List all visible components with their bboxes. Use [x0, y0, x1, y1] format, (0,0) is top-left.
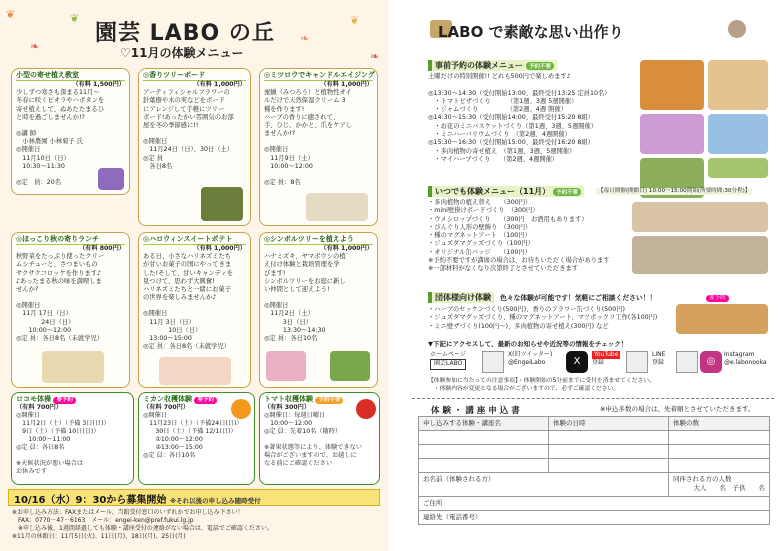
form-cell[interactable]	[419, 459, 549, 473]
address-label: ご住所	[423, 499, 443, 507]
page-subtitle: ♡11月の体験メニュー	[120, 46, 244, 60]
cut-line	[412, 398, 774, 399]
lunch-photo	[42, 351, 104, 383]
address-field[interactable]	[419, 497, 770, 511]
anytime-menu-text: ・多肉植物の植え替え （300円） ・mini壁掛けボードづくり （300円） ・ウメシロップづくり （300円 お酒用もあります） ・ぴんぐり人形の壁飾り （300円） ・種のマグネットアート （100円） ・ジュズダマグッズづくり（100円） ・オリジナル缶バッジ （100円） ※予約不要ですが満席の場合は、お待ちいただく場合があります ※一部材料がなくなり次第終了とさせていただきます	[428, 199, 610, 273]
card-heading: ◎シンボルツリーを植えよう	[264, 235, 373, 245]
craft-photo	[632, 236, 768, 274]
form-title: 体 験 ・ 講 座 申 込 書	[431, 406, 520, 416]
sweet-potato-photo	[159, 357, 231, 385]
people-label: 同伴される方の人数	[673, 475, 732, 483]
jam-photo	[708, 60, 768, 110]
harvest-box	[259, 392, 380, 485]
box-price: （有料 700円）	[143, 404, 190, 412]
form-cell[interactable]	[549, 431, 669, 445]
card-price: （有料 1,000円）	[320, 81, 373, 89]
section-heading-group	[428, 292, 494, 303]
form-col-header: 体験の日時	[549, 417, 669, 431]
flower-photo	[266, 351, 306, 381]
sns-sub: 登録	[652, 359, 665, 367]
qr-code-icon	[676, 351, 698, 373]
group-lead: 色々な体験が可能です！気軽にご相談ください！！	[500, 294, 657, 302]
sns-sub: @EngeiLabo	[508, 359, 546, 367]
box-price: （有料 300円）	[264, 404, 311, 412]
form-cell[interactable]	[549, 445, 669, 459]
box-text: ◎開催日 11月2日（土）（予備 3日(日)） 9日（土）（予備 10日(日)） 10:00～11:00 ◎定 員：各日8名 ※天候状況が悪い場合は お休みです	[16, 411, 110, 475]
leaf-icon: ❧	[30, 40, 40, 53]
card-price: （有料 1,500円）	[72, 81, 125, 89]
phone-label: 連絡先（電話番号）	[423, 513, 482, 521]
section-heading-anytime	[428, 186, 584, 197]
leaf-icon: ❧	[300, 32, 310, 45]
form-cell[interactable]	[419, 445, 549, 459]
box-price: （有料 700円）	[16, 404, 63, 412]
harvest-box	[11, 392, 134, 485]
menu-card	[11, 232, 130, 388]
leaf-icon: ❦	[350, 14, 360, 27]
pizza-photo	[640, 60, 704, 110]
sns-label: YouTube	[594, 351, 619, 358]
sns-links	[430, 351, 770, 375]
card-heading: 小型の寄せ植え教室	[16, 71, 125, 81]
card-text: 少しずつ寒さも深まる11月～ 冬春に咲くビオラやハボタンを 寄せ植えして、ぬあたたまるひ と時を過ごしませんか!? ◎講 師 小林農園 小林菊子 氏 ◎開催日 11月10日（日） 10:30～11:30 ◎定 員：20名	[16, 89, 105, 187]
form-cell[interactable]	[419, 431, 549, 445]
form-cell[interactable]	[669, 459, 770, 473]
card-price: （有料 1,000円）	[193, 81, 246, 89]
herb-photo	[708, 158, 768, 178]
card-text: 秋野菜をたっぷり使ったクリー ムシチューと、さつまいもの サクサクコロッケを作ります♪ ♪あったまる秋の味を満喫しま せんか? ◎開催日 11月 17日（日） 24日（日） 10:00～12:00 ◎定 員：各日8名（未就学児）	[16, 253, 105, 342]
card-heading: ◎ハロウィンスイートポテト	[143, 235, 246, 245]
box-heading: ミカン収穫体験	[143, 395, 192, 403]
registration-banner	[8, 489, 380, 506]
group-menu-text: ・ハーブのセッケンづくり(500円)、香りのフラワー缶づくり(500円) ・ジュズダマグッズづくり、種のマグネットアート、マツボックリ工作(各100円) ・ミニ壁ザづくり(100円～)、多肉植物の寄せ植え(300円) など	[428, 306, 658, 330]
left-page	[0, 0, 389, 551]
reservation-badge: 要予約	[194, 397, 217, 404]
card-price: （有料 800円）	[78, 245, 125, 253]
harvest-box	[138, 392, 255, 485]
anytime-schedule: 【毎日開催(開館日) 10:00～15:00開始(所要時間:30分程)】	[598, 188, 751, 194]
mandarin-icon	[231, 399, 251, 419]
instagram-link[interactable]	[724, 351, 767, 368]
leaf-icon: ❧	[370, 50, 380, 63]
form-col-header: 申し込みする体験・講座名	[419, 417, 549, 431]
people-field[interactable]	[669, 473, 770, 497]
reservation-badge: 予約不要	[315, 397, 343, 404]
sns-sub: 園芸LABO	[430, 359, 466, 369]
banner-note: ※それ以後の申し込み随時受付	[169, 497, 261, 505]
menu-card	[11, 68, 130, 195]
menu-card	[138, 232, 251, 388]
card-text: 蜜蝋（みつろう）と植物性オイ ルだけで天然保湿クリーム 3 種を作ります! ハーブの香りに癒されて、 手、ひじ、かかと、爪をケアし ませんか!? ◎開催日 11月9日（土） 10:00～12:00 ◎定 員：8名	[264, 89, 353, 187]
name-field[interactable]	[419, 473, 669, 497]
phone-field[interactable]	[419, 511, 770, 525]
card-heading: ◎ミツロウでキャンドルエイジング	[264, 71, 373, 81]
leaf-icon: ❦	[6, 8, 16, 21]
card-price: （有料 1,000円）	[193, 245, 246, 253]
card-text: アーティフィシャルフラワーの 針葉樹や木の実などをボード にアレンジして手軽にツリー ボード!あったかい雰囲気のお部 屋を冬の季節感に!! ◎開催日 11月24日（日）、30日（土） ◎定 員 各日8名	[143, 89, 234, 170]
form-note: ※申込多数の場合は、先着順とさせていただきます。	[600, 405, 755, 413]
name-label: お名前（体験される方）	[423, 475, 495, 483]
sns-sub: 登録	[592, 359, 605, 367]
box-heading: ロコモ体操	[16, 395, 51, 403]
sns-sub: @e.labonooka	[724, 359, 767, 367]
section-heading-reservation	[428, 60, 557, 71]
box-text: ◎開催日：毎週日曜日 10:00～12:00 ◎定 員：先着10名（随時） ※著果状態等により、体験できない 場合がございますので、お越しに なる前にご確認ください	[264, 411, 362, 467]
menu-card	[259, 232, 378, 388]
card-heading: ◎香りツリーボード	[143, 71, 246, 81]
no-reservation-badge: 予約不要	[553, 188, 581, 196]
menu-card	[138, 68, 251, 226]
group-photo	[676, 304, 768, 334]
menu-card	[259, 68, 378, 226]
participation-notes: 【体験参加に当たっての注意事項】・体験開始の5分前までに受付を済ませてください。 ・体験内容が変更となる場合がございますので、必ずご確認ください。	[428, 378, 655, 392]
basket-photo	[640, 114, 704, 154]
reservation-badge: 要予約	[53, 397, 76, 404]
tree-photo	[330, 351, 370, 381]
form-cell[interactable]	[669, 431, 770, 445]
sns-label: LINE	[652, 351, 666, 358]
form-col-header: 体験の数	[669, 417, 770, 431]
line-link[interactable]	[652, 351, 665, 368]
footer-info: ※お申し込み方法：FAXまたはメール、当館受付窓口のいずれかでお申し込み下さい！ FAX：0770－47－6163 メール：engei-ken@pref.fukui.lg.jp ※申し込み後、1週間経過しても体験・講座受付の連絡がない場合は、電話でご確認ください。 ※11月の休館日：11月5日(火)、11日(月)、18日(月)、25日(月)	[12, 509, 273, 541]
section-heading-text: いつでも体験メニュー（11月）	[435, 187, 551, 196]
qr-code-icon	[626, 351, 648, 373]
no-reservation-badge: 予約不要	[526, 62, 554, 70]
form-cell[interactable]	[549, 459, 669, 473]
people-sub: 大人 名 子供 名	[693, 484, 765, 492]
homepage-link[interactable]	[430, 351, 466, 370]
x-icon: X	[566, 351, 588, 373]
tree-board-photo	[201, 187, 243, 221]
reservation-badge-wrap	[706, 294, 729, 302]
banner-main: 10/16（水）9：30から募集開始	[14, 495, 167, 506]
x-link[interactable]	[508, 351, 552, 368]
cream-photo	[306, 193, 368, 221]
reservation-badge: 要予約	[706, 295, 729, 302]
card-text: ハナミズキ、ヤマボウシの植 え付け体験と栽培管理を学 びます! シンボルツリーをお庭に新し い仲間として迎えよう! ◎開催日 11月2日（土） 3日（日） 13:30～14:30 ◎定 員：各日10名	[264, 253, 346, 342]
card-text: ある日、小さなハリネズミたち が甘いお菓子の国にやってきま した!そして、甘いキャンディを 見つけて、思わず大興奮! ハリネズミたちと一緒にお菓子 の世界を楽しみませんか♪ ◎開催日 11月 3日（日） 10日（日） 13:00～15:00 ◎定 員：各日8名（未就学児）	[143, 253, 234, 351]
sns-label: ホームページ	[430, 351, 466, 358]
card-heading: ◎ほっこり秋の寄りランチ	[16, 235, 125, 245]
box-heading: トマト収穫体験	[264, 395, 313, 403]
page-title: 園芸 LABO の丘	[95, 21, 275, 46]
herbarium-photo	[708, 114, 768, 154]
sns-label: X(旧ツイッター)	[508, 351, 553, 358]
youtube-link[interactable]	[592, 351, 620, 368]
right-title: LABO で素敵な思い出作り	[438, 23, 624, 41]
form-cell[interactable]	[669, 445, 770, 459]
application-form	[418, 416, 770, 525]
qr-code-icon	[482, 351, 504, 373]
section-heading-text: 事前予約の体験メニュー	[435, 61, 523, 70]
leaf-icon: ❦	[70, 12, 80, 25]
cake-icon	[728, 20, 746, 38]
card-price: （有料 1,000円）	[320, 245, 373, 253]
instagram-icon: ◎	[700, 351, 722, 373]
box-text: ◎開催日 11月23日（土）（予備24日(日)） 30日（土）（予備 12/1(日)） ①10:00～12:00 ②13:00～15:00 ◎定 員：各日10名	[143, 411, 243, 459]
sns-lead: ▼下記にアクセスして、最新のお知らせや近況等の情報をチェック！	[428, 340, 628, 348]
section-heading-text: 団体様向け体験	[435, 293, 491, 302]
craft-photo	[632, 202, 768, 232]
sns-label: Instagram	[724, 351, 755, 358]
tomato-icon	[356, 399, 376, 419]
saturday-menu-text: 土曜だけの特別開催!! どれも500円で楽しめます♪ ◎13:30～14:30（受付開始13:00、最終受付13:25 定員10名） ・トマトピザづくり （第1週、3週 5週開催） ・ジャムづくり （第2週、4週 開催） ◎14:30～15:30（受付開始14:00、最終受付15:20 8組） ・お花のミニバスケットづくり（第1週、3週、5週開催） ・ミニハーバリウムづくり （第2週、4週開催） ◎15:30～16:30（受付開始15:00、最終受付16:20 8組） ・多肉植物の寄せ植え （第1週、3週、5週開催） ・マイハーブづくり （第2週、4週開催）	[428, 73, 611, 163]
viola-photo	[98, 168, 124, 190]
